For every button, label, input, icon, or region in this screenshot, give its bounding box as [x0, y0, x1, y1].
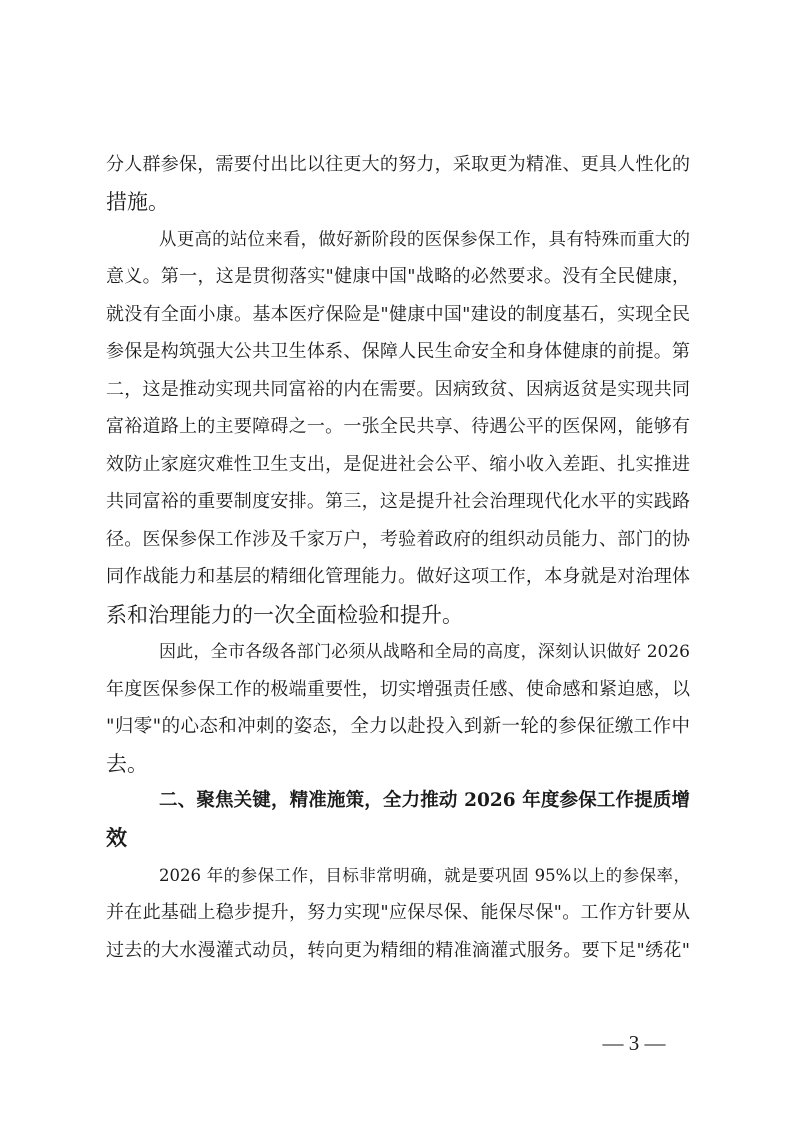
body-text-line: 同作战能力和基层的精细化管理能力。做好这项工作，本身就是对治理体	[106, 566, 690, 587]
body-text-line: 并在此基础上稳步提升，努力实现"应保尽保、能保尽保"。工作方针要从	[106, 902, 690, 923]
section-heading-continuation: 效	[106, 825, 127, 850]
body-text-line: 年度医保参保工作的极端重要性，切实增强责任感、使命感和紧迫感，以	[106, 679, 690, 700]
body-text-line: 系和治理能力的一次全面检验和提升。	[106, 603, 463, 627]
body-text-line: 二，这是推动实现共同富裕的内在需要。因病致贫、因病返贫是实现共同	[106, 379, 690, 400]
paragraph-start-line: 2026 年的参保工作，目标非常明确，就是要巩固 95%以上的参保率，	[159, 866, 690, 885]
paragraph-start-line: 从更高的站位来看，做好新阶段的医保参保工作，具有特殊而重大的	[159, 230, 690, 250]
body-text-line: 去。	[106, 752, 148, 776]
body-text-line: "归零"的心态和冲刺的姿态，全力以赴投入到新一轮的参保征缴工作中	[106, 716, 690, 737]
body-text-line: 径。医保参保工作涉及千家万户，考验着政府的组织动员能力、部门的协	[106, 529, 690, 550]
body-text-line: 参保是构筑强大公共卫生体系、保障人民生命安全和身体健康的前提。第	[106, 341, 690, 362]
body-text-line: 过去的大水漫灌式动员，转向更为精细的精准滴灌式服务。要下足"绣花"	[106, 940, 690, 961]
body-text-line: 就没有全面小康。基本医疗保险是"健康中国"建设的制度基石，实现全民	[106, 304, 690, 325]
page-number: — 3 —	[602, 1031, 666, 1055]
paragraph-start-line: 因此，全市各级各部门必须从战略和全局的高度，深刻认识做好 2026	[159, 642, 690, 662]
body-text-line: 共同富裕的重要制度安排。第三，这是提升社会治理现代化水平的实践路	[106, 491, 690, 512]
body-text-line: 意义。第一，这是贯彻落实"健康中国"战略的必然要求。没有全民健康，	[106, 266, 690, 287]
body-text-line: 分人群参保，需要付出比以往更大的努力，采取更为精准、更具人性化的	[106, 154, 690, 175]
body-text-line: 措施。	[106, 190, 169, 214]
body-text-line: 效防止家庭灾难性卫生支出，是促进社会公平、缩小收入差距、扎实推进	[106, 454, 690, 475]
section-heading: 二、聚焦关键，精准施策，全力推动 2026 年度参保工作提质增	[159, 790, 690, 811]
body-text-line: 富裕道路上的主要障碍之一。一张全民共享、待遇公平的医保网，能够有	[106, 416, 690, 437]
